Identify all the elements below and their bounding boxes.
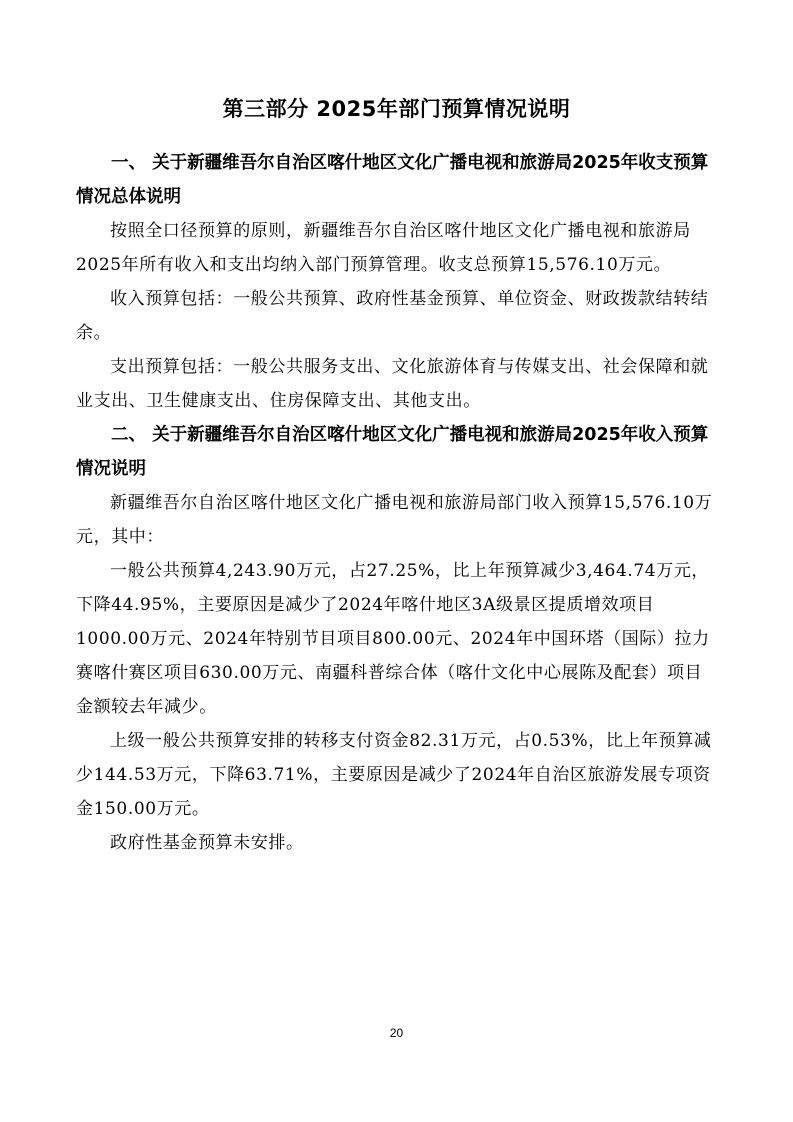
paragraph-income-items: 收入预算包括：一般公共预算、政府性基金预算、单位资金、财政拨款结转结余。 [76,289,709,343]
section-heading-income: 二、 关于新疆维吾尔自治区喀什地区文化广播电视和旅游局2025年收入预算情况说明 [76,425,709,479]
page-number: 20 [389,1026,404,1040]
paragraph-transfer-funds: 上级一般公共预算安排的转移支付资金82.31万元，占0.53%，比上年预算减少144.53万元，下降63.71%，主要原因是减少了2024年自治区旅游发展专项资金150.00万元。 [76,731,712,819]
paragraph-government-fund: 政府性基金预算未安排。 [110,833,304,853]
paragraph-budget-principle: 按照全口径预算的原则，新疆维吾尔自治区喀什地区文化广播电视和旅游局2025年所有收入和支出均纳入部门预算管理。收支总预算15,576.10万元。 [76,221,691,275]
paragraph-expenditure-items: 支出预算包括：一般公共服务支出、文化旅游体育与传媒支出、社会保障和就业支出、卫生健康支出、住房保障支出、其他支出。 [76,357,709,411]
section-heading-overview: 一、 关于新疆维吾尔自治区喀什地区文化广播电视和旅游局2025年收支预算情况总体说明 [76,153,709,207]
document-body [76,146,716,860]
paragraph-income-total: 新疆维吾尔自治区喀什地区文化广播电视和旅游局部门收入预算15,576.10万元，其中： [76,493,713,547]
paragraph-general-budget: 一般公共预算4,243.90万元，占27.25%，比上年预算减少3,464.74万元，下降44.95%，主要原因是减少了2024年喀什地区3A级景区提质增效项目1000.00万元、2024年特别节目项目800.00元、2024年中国环塔（国际）拉力赛喀什赛区项目630.00万元、南疆科普综合体（喀什文化中心展陈及配套）项目金额较去年减少。 [76,561,710,717]
page-title: 第三部分 2025年部门预算情况说明 [222,97,571,121]
